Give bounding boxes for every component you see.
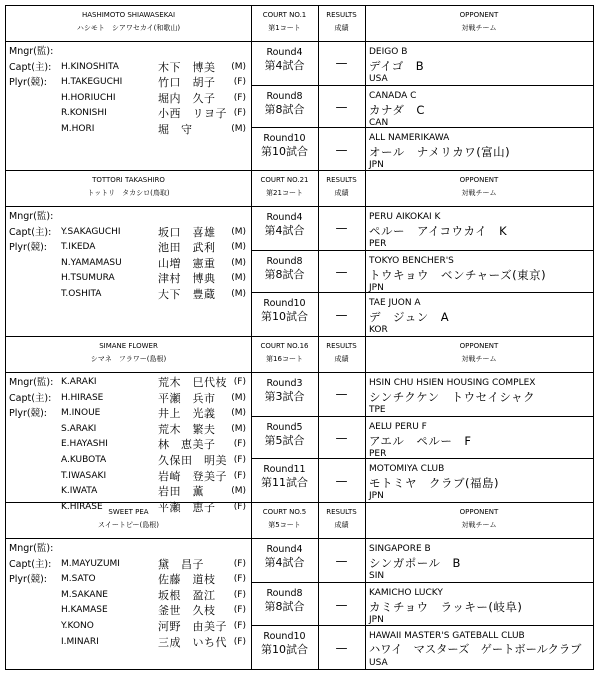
opponent-cell [365,207,593,250]
court-number-en: COURT NO.1 [262,11,307,19]
player-name-kanji: 河野 由美子 [158,619,227,633]
opponent-jp: 対戦チーム [461,521,497,529]
player-row [6,375,251,391]
opponent-jp: 対戦チーム [461,355,497,363]
player-sex: (F) [233,605,246,616]
player-name-romaji: Y.KONO [61,620,94,631]
player-row [6,469,251,485]
court-number-en: COURT NO.21 [260,176,309,184]
player-row [6,391,251,407]
player-role: Capt(主): [9,558,52,570]
player-roster [6,42,251,138]
player-name-kanji: 池田 武利 [158,241,216,255]
results-jp: 成績 [334,355,349,363]
player-row [6,256,251,272]
result-cell [318,85,365,128]
result-cell [318,207,365,250]
player-name-romaji: N.YAMAMASU [61,257,122,268]
opponent-name-jp: デ ジュン A [369,310,450,325]
player-name-kanji: 井上 光義 [158,407,216,421]
player-row [6,635,251,651]
team-roster-column [6,171,252,336]
team-name-jp: ハシモト シアワセカイ(和歌山) [76,24,181,32]
player-sex: (F) [233,92,246,103]
team-name-jp: トットリ タカシロ(鳥取) [87,189,170,197]
round-jp: 第11試合 [261,476,308,490]
team-name-en: SIMANE FLOWER [99,342,158,350]
result-mark: — [335,430,348,445]
player-row [6,287,251,303]
opponent-country: TPE [369,405,386,415]
round-jp: 第10試合 [261,145,308,159]
player-name-romaji: M.HORI [61,123,95,134]
team-name-en: SWEET PEA [108,508,149,516]
team-name-header [6,337,251,373]
opponent-name-jp: モトミヤ クラブ(福島) [369,476,499,491]
opponent-name-jp: トウキョウ ベンチャーズ(東京) [369,267,547,282]
results-jp: 成績 [334,189,349,197]
result-cell [318,539,365,582]
player-name-kanji: 荒木 巳代枝 [158,376,227,389]
result-mark: — [335,473,348,488]
player-name-kanji: 三成 いち代 [158,635,227,649]
player-sex: (F) [233,439,246,450]
opponent-name-jp: オール ナメリカワ(富山) [369,145,511,160]
court-header [251,171,318,207]
round-en: Round4 [266,544,303,555]
opponent-cell [365,458,593,501]
round-jp: 第8試合 [264,102,305,116]
results-en: RESULTS [326,508,357,516]
team-roster-column [6,6,252,170]
result-cell [318,373,365,416]
opponent-en: OPPONENT [459,176,499,184]
opponent-cell [365,127,593,170]
team-name-jp: スイートピー(島根) [97,521,160,529]
player-role: Capt(主): [9,226,52,238]
player-name-romaji: M.MAYUZUMI [61,558,120,569]
result-cell [318,42,365,85]
player-row [6,91,251,107]
player-name-romaji: K.HIRASE [61,501,103,512]
results-column [318,6,366,170]
round-jp: 第10試合 [261,310,308,324]
player-name-kanji: 岩田 薫 [158,485,204,499]
match-round-cell [251,625,318,668]
team-name-en: TOTTORI TAKASHIRO [92,176,165,184]
player-name-kanji: 岩崎 登美子 [158,469,227,483]
player-name-romaji: K.IWATA [61,486,98,497]
player-sex: (M) [231,288,246,299]
result-cell [318,582,365,625]
player-name-romaji: S.ARAKI [61,423,97,434]
player-name-romaji: Y.SAKAGUCHI [61,226,121,237]
opponent-column [365,337,593,502]
round-en: Round11 [263,464,306,476]
player-sex: (F) [233,501,246,512]
opponent-name-jp: デイゴ B [369,59,425,73]
team-block [5,503,594,670]
match-round-cell [251,127,318,170]
match-round-cell [251,42,318,85]
result-mark: — [335,553,348,568]
opponent-name-en: HSIN CHU HSIEN HOUSING COMPLEX [369,378,536,388]
player-name-kanji: 坂口 喜雄 [158,225,216,239]
result-mark: — [335,142,348,157]
opponent-cell [365,373,593,416]
result-mark: — [335,387,348,402]
player-row [6,484,251,500]
results-en: RESULTS [326,11,357,19]
result-cell [318,127,365,170]
opponent-country: PER [369,239,387,249]
opponent-country: PER [369,448,387,459]
opponent-name-en: SINGAPORE B [369,544,431,554]
team-name-header [6,171,251,207]
opponent-cell [365,539,593,582]
match-round-cell [251,458,318,501]
player-name-romaji: H.TSUMURA [61,273,115,284]
player-roster [6,539,251,650]
round-en: Round10 [263,631,306,642]
player-name-kanji: 堀内 久子 [158,91,216,105]
player-sex: (F) [233,108,246,119]
match-round-cell [251,85,318,128]
round-en: Round10 [263,133,306,145]
player-name-romaji: T.OSHITA [61,288,102,299]
court-number-en: COURT NO.16 [260,342,309,350]
player-role: Mngr(監): [9,377,54,388]
match-round-cell [251,373,318,416]
player-row [6,422,251,438]
opponent-column [365,503,593,669]
player-sex: (F) [233,558,246,569]
player-row [6,106,251,122]
results-column [318,337,366,502]
player-sex: (F) [233,636,246,647]
opponent-column [365,171,593,336]
court-column [251,171,319,336]
player-name-romaji: I.MINARI [61,636,99,647]
opponent-cell [365,582,593,625]
court-header [251,503,318,539]
player-name-kanji: 大下 豊蔵 [158,287,216,301]
court-number-jp: 第5コート [268,521,301,529]
player-row [6,271,251,287]
court-column [251,6,319,170]
player-name-kanji: 小西 リヨ子 [158,107,227,121]
player-row [6,225,251,241]
court-number-jp: 第21コート [266,189,303,197]
results-column [318,171,366,336]
court-column [251,503,319,669]
player-sex: (F) [233,574,246,585]
opponent-header [365,337,593,373]
player-sex: (M) [231,392,246,403]
result-cell [318,458,365,501]
opponent-name-en: HAWAII MASTER'S GATEBALL CLUB [369,631,525,641]
match-round-cell [251,207,318,250]
opponent-country: JPN [369,615,384,625]
opponent-name-jp: シンガポール B [369,556,461,570]
player-name-kanji: 黛 昌子 [158,557,204,571]
player-row [6,588,251,604]
results-header [318,171,365,207]
opponent-name-jp: シンチクケン トウセイシャク [369,390,536,404]
player-sex: (M) [231,61,246,72]
player-role: Capt(主): [9,61,52,73]
round-jp: 第4試合 [264,224,305,237]
opponent-name-en: DEIGO B [369,47,408,57]
result-mark: — [335,221,348,236]
player-name-kanji: 平瀬 恵子 [158,500,216,514]
opponent-cell [365,416,593,459]
player-row [6,557,251,573]
player-row [6,406,251,422]
player-row [6,619,251,635]
player-sex: (M) [231,423,246,434]
opponent-cell [365,250,593,293]
player-name-kanji: 山増 憲重 [158,256,216,270]
player-name-kanji: 平瀬 兵市 [158,391,216,405]
player-role: Plyr(競): [9,408,48,420]
match-round-cell [251,292,318,335]
player-row [6,603,251,619]
player-role: Mngr(監): [9,543,54,554]
results-header [318,503,365,539]
player-name-kanji: 佐藤 道枝 [158,573,216,587]
opponent-name-en: AELU PERU F [369,421,427,432]
opponent-jp: 対戦チーム [461,189,497,197]
match-round-cell [251,582,318,625]
round-en: Round3 [266,378,303,389]
opponent-name-en: ALL NAMERIKAWA [369,133,450,144]
player-row [6,209,251,225]
result-mark: — [335,640,348,655]
player-name-romaji: T.IWASAKI [61,470,107,481]
opponent-name-jp: ペルー アイコウカイ K [369,224,508,238]
player-row [6,541,251,557]
court-number-jp: 第1コート [268,24,301,32]
player-name-kanji: 坂根 盈江 [158,588,216,602]
player-row [6,437,251,453]
player-role: Mngr(監): [9,211,54,222]
player-sex: (M) [231,226,246,237]
player-row [6,240,251,256]
player-name-romaji: H.HORIUCHI [61,92,116,103]
player-row [6,122,251,138]
player-name-romaji: A.KUBOTA [61,454,107,465]
player-sex: (F) [233,454,246,465]
player-name-kanji: 久保田 明美 [158,453,227,467]
result-mark: — [335,264,348,279]
team-roster-column [6,503,252,669]
team-name-header [6,6,251,42]
court-header [251,6,318,42]
court-number-en: COURT NO.5 [262,508,307,516]
player-sex: (F) [233,620,246,631]
opponent-country: USA [369,658,388,668]
result-mark: — [335,56,348,71]
opponent-name-en: KAMICHO LUCKY [369,588,443,598]
player-name-kanji: 林 恵美子 [158,438,216,452]
result-mark: — [335,307,348,322]
round-jp: 第8試合 [264,600,305,613]
player-name-kanji: 釜世 久枝 [158,604,216,618]
result-cell [318,292,365,335]
opponent-name-en: TAE JUON A [369,298,421,309]
round-jp: 第3試合 [264,390,305,403]
player-role: Plyr(競): [9,574,48,586]
player-row [6,75,251,91]
player-row [6,60,251,76]
player-sex: (M) [231,486,246,497]
court-column [251,337,319,502]
team-name-jp: シマネ フラワー(島根) [90,355,167,363]
round-jp: 第8試合 [264,267,305,281]
player-roster [6,207,251,303]
round-en: Round8 [266,90,303,102]
player-sex: (F) [233,589,246,600]
opponent-en: OPPONENT [459,508,499,516]
player-sex: (M) [231,273,246,284]
team-block [5,5,594,171]
match-round-cell [251,416,318,459]
opponent-column [365,6,593,170]
opponent-name-jp: カミチョウ ラッキー(岐阜) [369,600,523,614]
match-round-cell [251,539,318,582]
opponent-cell [365,292,593,335]
opponent-name-jp: ハワイ マスターズ ゲートボールクラブ [369,643,582,656]
court-number-jp: 第16コート [266,355,303,363]
round-en: Round4 [266,212,303,223]
round-en: Round5 [266,421,303,433]
player-sex: (F) [233,77,246,88]
player-role: Capt(主): [9,392,52,404]
opponent-name-en: TOKYO BENCHER'S [369,255,454,266]
opponent-cell [365,85,593,128]
player-sex: (M) [231,242,246,253]
player-role: Plyr(競): [9,77,48,89]
round-en: Round4 [266,47,303,58]
round-jp: 第5試合 [264,433,305,447]
player-name-kanji: 竹口 胡子 [158,76,216,90]
player-name-romaji: M.INOUE [61,408,101,419]
court-header [251,337,318,373]
player-sex: (M) [231,123,246,134]
results-header [318,337,365,373]
player-name-kanji: 津村 博典 [158,272,216,286]
player-roster [6,373,251,515]
player-row [6,44,251,60]
player-name-romaji: M.SAKANE [61,589,108,600]
opponent-country: KOR [369,325,388,336]
player-name-romaji: R.KONISHI [61,108,107,119]
results-jp: 成績 [334,24,349,32]
results-header [318,6,365,42]
result-mark: — [335,99,348,114]
player-sex: (F) [233,377,246,387]
match-round-cell [251,250,318,293]
opponent-name-en: PERU AIKOKAI K [369,212,441,222]
player-role: Plyr(競): [9,242,48,254]
player-sex: (F) [233,470,246,481]
opponent-name-jp: カナダ C [369,102,425,117]
opponent-country: SIN [369,571,385,581]
opponent-name-jp: アエル ペルー F [369,433,472,448]
opponent-en: OPPONENT [459,11,499,19]
player-name-kanji: 木下 博美 [158,60,216,74]
round-jp: 第10試合 [261,643,308,656]
results-column [318,503,366,669]
player-name-romaji: H.KINOSHITA [61,61,119,72]
player-row [6,572,251,588]
team-name-en: HASHIMOTO SHIAWASEKAI [81,11,176,19]
round-jp: 第4試合 [264,556,305,569]
player-name-romaji: E.HAYASHI [61,439,108,450]
player-sex: (M) [231,257,246,268]
result-cell [318,416,365,459]
opponent-en: OPPONENT [459,342,499,350]
player-name-kanji: 堀 守 [158,122,193,136]
opponent-header [365,171,593,207]
round-en: Round8 [266,588,303,599]
round-en: Round8 [266,255,303,267]
results-en: RESULTS [326,342,357,350]
opponent-country: CAN [369,117,389,128]
result-cell [318,250,365,293]
round-jp: 第4試合 [264,59,305,72]
opponent-name-en: CANADA C [369,90,417,101]
opponent-cell [365,625,593,668]
opponent-jp: 対戦チーム [461,24,497,32]
opponent-header [365,6,593,42]
round-en: Round10 [263,298,306,310]
results-en: RESULTS [326,176,357,184]
opponent-country: JPN [369,282,384,293]
opponent-country: JPN [369,160,384,171]
results-jp: 成績 [334,521,349,529]
player-role: Mngr(監): [9,46,54,57]
player-name-romaji: H.KAMASE [61,605,108,616]
opponent-country: JPN [369,491,384,502]
result-cell [318,625,365,668]
player-row [6,453,251,469]
opponent-header [365,503,593,539]
team-block [5,171,594,337]
player-name-romaji: M.SATO [61,574,96,585]
player-name-kanji: 荒木 繁夫 [158,422,216,436]
player-name-romaji: K.ARAKI [61,377,97,387]
opponent-name-en: MOTOMIYA CLUB [369,464,445,475]
opponent-cell [365,42,593,85]
team-name-header [6,503,251,539]
player-sex: (M) [231,408,246,419]
player-name-romaji: H.TAKEGUCHI [61,77,123,88]
opponent-country: USA [369,74,388,84]
player-name-romaji: T.IKEDA [61,242,96,253]
player-name-romaji: H.HIRASE [61,392,104,403]
result-mark: — [335,597,348,612]
